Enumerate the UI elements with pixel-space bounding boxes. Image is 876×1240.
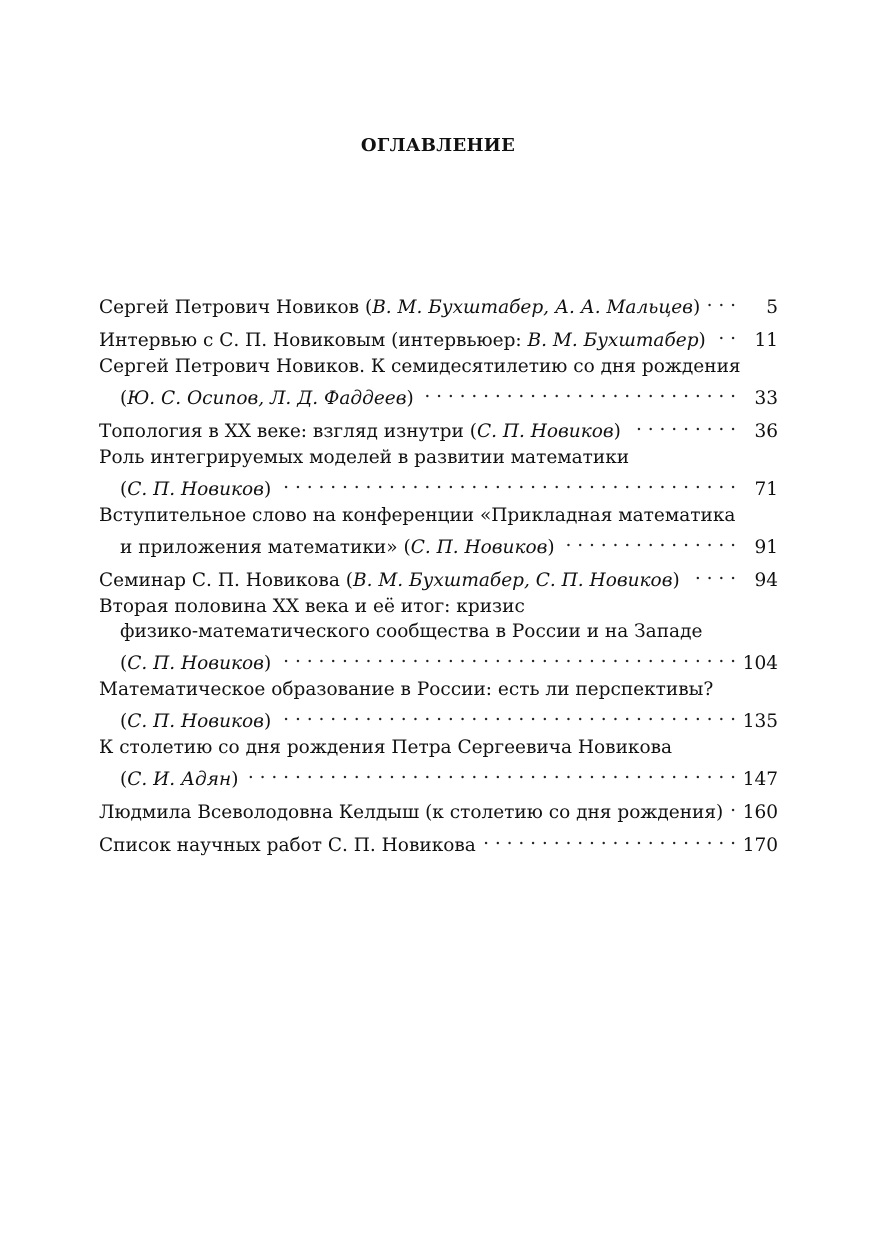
toc-entry-text [99, 800, 723, 825]
dot-leader [688, 561, 736, 586]
toc-entry-authors: С. П. Новиков [476, 421, 614, 442]
toc-entry-title-line: физико-математического сообщества в России и на Западе [120, 621, 703, 642]
toc-entry-last-line [99, 793, 778, 823]
toc-entry-title: Список научных работ С. П. Новикова [99, 835, 476, 856]
toc-entry-text [99, 568, 680, 593]
toc-entry-last-line [99, 702, 778, 732]
dot-leader [246, 760, 736, 785]
dot-leader [279, 702, 736, 727]
toc-entry-paren: ) [692, 297, 701, 318]
toc-entry-paren: ) [672, 570, 680, 591]
toc-entry-last-line [99, 528, 778, 558]
toc-entry-title: Интервью с С. П. Новиковым (интервьюер: [99, 330, 528, 351]
toc-entry-title-line: Вторая половина XX века и её итог: кризис [99, 596, 525, 617]
toc-entry-authors: В. М. Бухштабер, А. А. Мальцев [372, 297, 693, 318]
toc-entry-paren: ) [263, 653, 272, 674]
toc-entry-title: Сергей Петрович Новиков ( [99, 297, 373, 318]
toc-entry-title-line: Вступительное слово на конференции «Прикладная математика [99, 505, 736, 526]
toc-entry-last-line [99, 288, 778, 318]
page-number: 135 [742, 711, 778, 732]
toc-entry-paren: ) [698, 330, 706, 351]
page-number: 104 [742, 653, 778, 674]
toc-entry-title: ( [120, 769, 128, 790]
toc-entry-text [99, 833, 476, 858]
toc-entry-title-line: Роль интегрируемых моделей в развитии математики [99, 447, 630, 468]
toc-entry-title: и приложения математики» ( [120, 537, 411, 558]
dot-leader [484, 826, 736, 851]
toc-entry-paren: ) [263, 479, 272, 500]
toc-entry[interactable] [99, 735, 778, 790]
dot-leader [731, 793, 736, 818]
table-of-contents [99, 288, 778, 859]
dot-leader [708, 288, 736, 313]
dot-leader [279, 470, 736, 495]
toc-entry[interactable] [99, 354, 778, 409]
page-number: 33 [754, 388, 778, 409]
toc-entry-paren: ) [547, 537, 555, 558]
page-number: 71 [754, 479, 778, 500]
page-number: 91 [754, 537, 778, 558]
toc-entry-paren: ) [231, 769, 239, 790]
toc-entry-title-line: Сергей Петрович Новиков. К семидесятилетию со дня рождения [99, 356, 741, 377]
page-number: 11 [754, 330, 778, 351]
toc-entry-text [120, 386, 414, 411]
toc-entry-text [120, 535, 555, 560]
toc-entry[interactable] [99, 793, 778, 823]
dot-leader [629, 412, 736, 437]
toc-entry-text [120, 477, 271, 502]
toc-entry-last-line [99, 561, 778, 591]
toc-entry-paren: ) [406, 388, 414, 409]
toc-entry-last-line [99, 644, 778, 674]
toc-entry-authors: В. М. Бухштабер [527, 330, 699, 351]
toc-entry-text [99, 419, 621, 444]
page-number: 5 [766, 297, 778, 318]
toc-entry-text [120, 767, 238, 792]
toc-entry-last-line [99, 826, 778, 856]
toc-entry-title-line: Математическое образование в России: есть ли перспективы? [99, 679, 714, 700]
toc-entry-authors: С. П. Новиков [127, 711, 264, 732]
toc-entry-authors: С. П. Новиков [127, 479, 264, 500]
dot-leader [563, 528, 736, 553]
toc-entry[interactable] [99, 288, 778, 318]
toc-entry-authors: С. П. Новиков [410, 537, 548, 558]
toc-entry[interactable] [99, 561, 778, 591]
toc-entry-text [120, 651, 271, 676]
toc-entry-title: ( [120, 479, 128, 500]
dot-leader [422, 379, 736, 404]
toc-entry-title: ( [120, 653, 128, 674]
page-number: 36 [754, 421, 778, 442]
page-number: 94 [754, 570, 778, 591]
toc-entry-title: Топология в XX веке: взгляд изнутри ( [99, 421, 477, 442]
toc-entry-title: Семинар С. П. Новикова ( [99, 570, 353, 591]
toc-entry-title: ( [120, 388, 128, 409]
toc-entry[interactable] [99, 826, 778, 856]
toc-entry-last-line [99, 760, 778, 790]
dot-leader [279, 644, 736, 669]
toc-entry[interactable] [99, 445, 778, 500]
toc-entry[interactable] [99, 412, 778, 442]
toc-entry-last-line [99, 321, 778, 351]
toc-entry-last-line [99, 412, 778, 442]
toc-entry-paren: ) [613, 421, 621, 442]
toc-entry-title: Людмила Всеволодовна Келдыш (к столетию со дня рождения) [99, 802, 724, 823]
toc-entry-title: ( [120, 711, 128, 732]
toc-entry[interactable] [99, 503, 778, 558]
toc-entry[interactable] [99, 594, 778, 674]
page-number: 147 [742, 769, 778, 790]
toc-entry-text [99, 295, 700, 320]
toc-entry-text [120, 709, 271, 734]
page-number: 160 [742, 802, 778, 823]
page-title: ОГЛАВЛЕНИЕ [360, 135, 516, 156]
toc-entry-authors: С. И. Адян [127, 769, 232, 790]
page-number: 170 [742, 835, 778, 856]
toc-entry-authors: Ю. С. Осипов, Л. Д. Фаддеев [127, 388, 407, 409]
toc-entry-title-line: К столетию со дня рождения Петра Сергеевича Новикова [99, 737, 673, 758]
toc-entry-authors: С. П. Новиков [127, 653, 264, 674]
dot-leader [714, 321, 736, 346]
toc-entry-paren: ) [263, 711, 272, 732]
toc-entry-last-line [99, 379, 778, 409]
toc-entry[interactable] [99, 321, 778, 351]
toc-entry-authors: В. М. Бухштабер, С. П. Новиков [352, 570, 673, 591]
toc-entry-text [99, 328, 706, 353]
toc-entry-last-line [99, 470, 778, 500]
toc-entry[interactable] [99, 677, 778, 732]
